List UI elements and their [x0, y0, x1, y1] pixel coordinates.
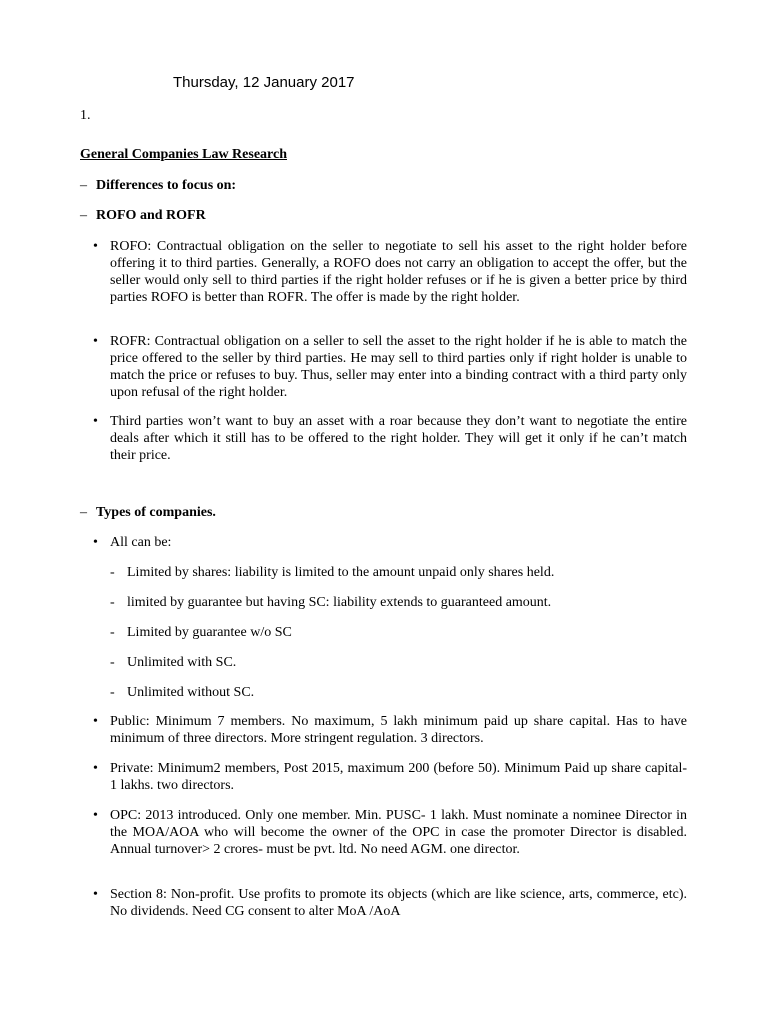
bullet-icon: •	[93, 761, 98, 776]
section-types-label: Types of companies.	[96, 505, 216, 520]
document-date: Thursday, 12 January 2017	[173, 74, 355, 91]
bullet-icon: •	[93, 887, 98, 902]
dash-marker: -	[110, 685, 115, 700]
section-differences-label: Differences to focus on:	[96, 178, 237, 193]
dash-marker: –	[80, 178, 87, 193]
bullet-icon: •	[93, 808, 98, 823]
bullet-third-parties-text: Third parties won’t want to buy an asset with a roar because they don’t want to negotiate the entire deals after which it still has to be offered to the right holder. They will get it only if he can’t match their price.	[110, 414, 687, 463]
bullet-icon: •	[93, 535, 98, 550]
bullet-public-text: Public: Minimum 7 members. No maximum, 5 lakh minimum paid up share capital. Has to have minimum of three directors. More stringent regulation. 3 directors.	[110, 714, 687, 746]
dash-marker: -	[110, 625, 115, 640]
bullet-opc-text: OPC: 2013 introduced. Only one member. Min. PUSC- 1 lakh. Must nominate a nominee Director in the MOA/AOA who will become the owner of the OPC in case the promoter Director is disabled. Annual turnover> 2 crores- must be pvt. ltd. No need AGM. one director.	[110, 808, 687, 857]
bullet-icon: •	[93, 414, 98, 429]
sub-item-text: Limited by guarantee w/o SC	[127, 625, 292, 640]
page-title: General Companies Law Research	[80, 147, 287, 162]
bullet-private-text: Private: Minimum2 members, Post 2015, maximum 200 (before 50). Minimum Paid up share capital- 1 lakhs. two directors.	[110, 761, 687, 793]
item-number: 1.	[80, 108, 91, 123]
sub-item-text: Unlimited without SC.	[127, 685, 255, 700]
dash-marker: -	[110, 595, 115, 610]
bullet-icon: •	[93, 239, 98, 254]
sub-item-text: limited by guarantee but having SC: liability extends to guaranteed amount.	[127, 595, 552, 610]
bullet-section-8-text: Section 8: Non-profit. Use profits to promote its objects (which are like science, arts, commerce, etc). No dividends. Need CG consent to alter MoA /AoA	[110, 887, 687, 919]
bullet-icon: •	[93, 714, 98, 729]
bullet-all-can-be-text: All can be:	[110, 535, 172, 550]
dash-marker: –	[80, 208, 87, 223]
bullet-rofo-text: ROFO: Contractual obligation on the seller to negotiate to sell his asset to the right holder before offering it to third parties. Generally, a ROFO does not carry an obligation to accept the offer, but the seller would only sell to third parties if the right holder refuses or if he is given a better price by third parties ROFO is better than ROFR. The offer is made by the right holder.	[110, 239, 687, 305]
dash-marker: –	[80, 505, 87, 520]
dash-marker: -	[110, 565, 115, 580]
bullet-icon: •	[93, 334, 98, 349]
dash-marker: -	[110, 655, 115, 670]
section-rofo-rofr-label: ROFO and ROFR	[96, 208, 206, 223]
bullet-rofr-text: ROFR: Contractual obligation on a seller to sell the asset to the right holder if he is able to match the price offered to the seller by third parties. He may sell to third parties only if right holder is unable to match the price or refuses to buy. Thus, seller may enter into a binding contract with a third party only upon refusal of the right holder.	[110, 334, 687, 400]
sub-item-text: Limited by shares: liability is limited to the amount unpaid only shares held.	[127, 565, 555, 580]
sub-item-text: Unlimited with SC.	[127, 655, 237, 670]
